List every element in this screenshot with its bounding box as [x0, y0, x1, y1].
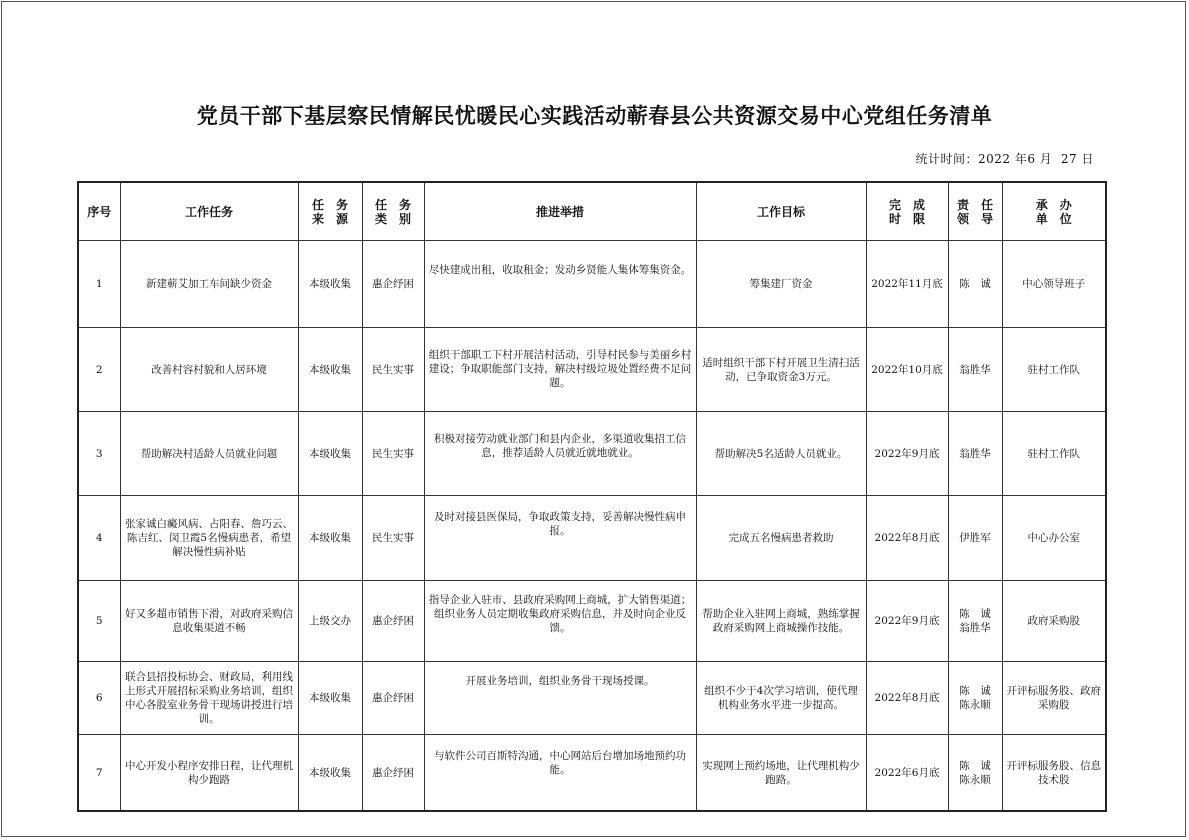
cell-task: 中心开发小程序安排日程，让代理机构少跑路 [120, 735, 298, 812]
header-leader: 责 任 领 导 [948, 182, 1002, 241]
cell-unit: 中心办公室 [1002, 496, 1106, 581]
cell-category: 惠企纾困 [362, 735, 424, 812]
cell-category: 民生实事 [362, 328, 424, 412]
cell-source: 本级收集 [298, 412, 362, 496]
cell-measures: 开展业务培训，组织业务骨干现场授课。 [424, 662, 696, 735]
cell-unit: 开评标服务股、信息技术股 [1002, 735, 1106, 812]
header-goal: 工作目标 [696, 182, 866, 241]
cell-deadline: 2022年9月底 [866, 581, 948, 662]
cell-index: 5 [78, 581, 120, 662]
cell-index: 6 [78, 662, 120, 735]
cell-deadline: 2022年8月底 [866, 496, 948, 581]
cell-deadline: 2022年6月底 [866, 735, 948, 812]
task-list-table [77, 181, 1107, 812]
cell-unit: 开评标服务股、政府采购股 [1002, 662, 1106, 735]
table-row [78, 241, 1106, 328]
cell-index: 7 [78, 735, 120, 812]
cell-leader: 陈 诚 陈永顺 [948, 662, 1002, 735]
cell-category: 惠企纾困 [362, 241, 424, 328]
cell-deadline: 2022年10月底 [866, 328, 948, 412]
cell-category: 民生实事 [362, 496, 424, 581]
statistics-date: 统计时间：2022 年6 月 27 日 [915, 152, 1094, 166]
cell-category: 惠企纾困 [362, 581, 424, 662]
cell-leader: 翁胜华 [948, 328, 1002, 412]
document-title: 党员干部下基层察民情解民忧暖民心实践活动蕲春县公共资源交易中心党组任务清单 [196, 104, 993, 128]
header-source: 任 务 来 源 [298, 182, 362, 241]
cell-goal: 帮助企业入驻网上商城，熟练掌握政府采购网上商城操作技能。 [696, 581, 866, 662]
table-row [78, 581, 1106, 662]
cell-measures: 指导企业入驻市、县政府采购网上商城，扩大销售渠道；组织业务人员定期收集政府采购信息，并及时向企业反馈。 [424, 581, 696, 662]
cell-leader: 陈 诚 陈永顺 [948, 735, 1002, 812]
cell-index: 3 [78, 412, 120, 496]
header-task: 工作任务 [120, 182, 298, 241]
cell-unit: 中心领导班子 [1002, 241, 1106, 328]
table-row [78, 735, 1106, 812]
table-row [78, 412, 1106, 496]
cell-unit: 驻村工作队 [1002, 328, 1106, 412]
cell-category: 惠企纾困 [362, 662, 424, 735]
cell-source: 本级收集 [298, 735, 362, 812]
cell-task: 好又多超市销售下滑，对政府采购信息收集渠道不畅 [120, 581, 298, 662]
cell-goal: 完成五名慢病患者救助 [696, 496, 866, 581]
cell-deadline: 2022年9月底 [866, 412, 948, 496]
table-header-row [78, 182, 1106, 241]
cell-goal: 筹集建厂资金 [696, 241, 866, 328]
cell-leader: 陈 诚 [948, 241, 1002, 328]
cell-measures: 及时对接县医保局，争取政策支持，妥善解决慢性病申报。 [424, 496, 696, 581]
cell-goal: 实现网上预约场地，让代理机构少跑路。 [696, 735, 866, 812]
cell-source: 上级交办 [298, 581, 362, 662]
cell-task: 改善村容村貌和人居环境 [120, 328, 298, 412]
cell-leader: 伊胜军 [948, 496, 1002, 581]
cell-measures: 积极对接劳动就业部门和县内企业，多渠道收集招工信息，推荐适龄人员就近就地就业。 [424, 412, 696, 496]
cell-source: 本级收集 [298, 662, 362, 735]
cell-task: 新建蕲艾加工车间缺少资金 [120, 241, 298, 328]
cell-measures: 组织干部职工下村开展洁村活动，引导村民参与美丽乡村建设；争取职能部门支持，解决村级垃圾处置经费不足问题。 [424, 328, 696, 412]
cell-unit: 驻村工作队 [1002, 412, 1106, 496]
cell-leader: 陈 诚 翁胜华 [948, 581, 1002, 662]
table-row [78, 496, 1106, 581]
header-measures: 推进举措 [424, 182, 696, 241]
cell-goal: 组织不少于4次学习培训，使代理机构业务水平进一步提高。 [696, 662, 866, 735]
cell-leader: 翁胜华 [948, 412, 1002, 496]
cell-goal: 帮助解决5名适龄人员就业。 [696, 412, 866, 496]
cell-goal: 适时组织干部下村开展卫生清扫活动，已争取资金3万元。 [696, 328, 866, 412]
cell-task: 联合县招投标协会、财政局，利用线上形式开展招标采购业务培训，组织中心各股室业务骨干现场讲授进行培训。 [120, 662, 298, 735]
cell-measures: 与软件公司百斯特沟通，中心网站后台增加场地预约功能。 [424, 735, 696, 812]
header-category: 任 务 类 别 [362, 182, 424, 241]
cell-task: 张家诚白癜风病、占阳春、詹巧云、陈吉红、闵卫霞5名慢病患者，希望解决慢性病补贴 [120, 496, 298, 581]
cell-category: 民生实事 [362, 412, 424, 496]
header-unit: 承 办 单 位 [1002, 182, 1106, 241]
cell-index: 4 [78, 496, 120, 581]
header-deadline: 完 成 时 限 [866, 182, 948, 241]
cell-source: 本级收集 [298, 241, 362, 328]
cell-deadline: 2022年11月底 [866, 241, 948, 328]
cell-unit: 政府采购股 [1002, 581, 1106, 662]
cell-source: 本级收集 [298, 328, 362, 412]
header-index: 序号 [78, 182, 120, 241]
cell-deadline: 2022年8月底 [866, 662, 948, 735]
cell-measures: 尽快建成出租，收取租金；发动乡贤能人集体筹集资金。 [424, 241, 696, 328]
cell-index: 1 [78, 241, 120, 328]
cell-index: 2 [78, 328, 120, 412]
cell-source: 本级收集 [298, 496, 362, 581]
table-row [78, 662, 1106, 735]
table-row [78, 328, 1106, 412]
cell-task: 帮助解决村适龄人员就业问题 [120, 412, 298, 496]
